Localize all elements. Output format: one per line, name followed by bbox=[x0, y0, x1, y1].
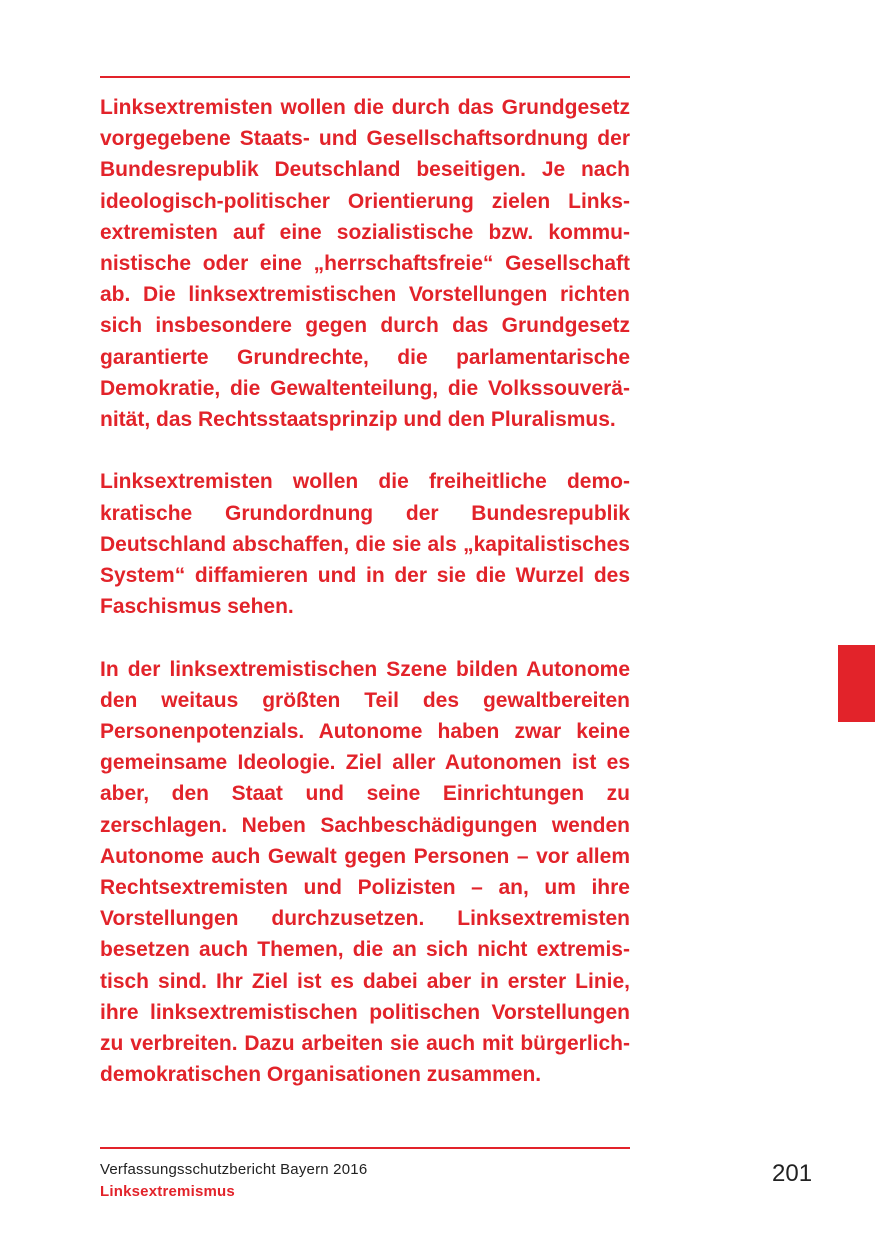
paragraph-1: Linksextremisten wollen die durch das Grundgesetz vorgegebene Staats- und Gesellschaftsordnung der Bundesrepublik Deutschland beseitigen. Je nach ideologisch-politischer Orientierung zielen Linksextremisten auf eine sozialistische bzw. kommunistische oder eine „herrschaftsfreie“ Gesellschaft ab. Die linksextremistischen Vorstellungen richten sich insbesondere gegen durch das Grundgesetz garantierte Grundrechte, die parlamentarische Demokratie, die Gewaltenteilung, die Volkssouveränität, das Rechtsstaatsprinzip und den Pluralismus. bbox=[100, 96, 630, 432]
page-number: 201 bbox=[772, 1160, 813, 1187]
paragraph-2: Linksextremisten wollen die freiheitliche demokratische Grundordnung der Bundesrepublik Deutschland abschaffen, die sie als „kapitalistisches System“ diffamieren und in der sie die Wurzel des Faschismus sehen. bbox=[100, 470, 630, 619]
chapter-tab-marker bbox=[838, 645, 875, 722]
paragraph-3: In der linksextremistischen Szene bilden Autonome den weitaus größten Teil des gewaltbereiten Personenpotenzials. Autonome haben zwar keine gemeinsame Ideologie. Ziel aller Autonomen ist es aber, den Staat und seine Einrichtungen zu zerschlagen. Neben Sachbeschädigungen wenden Autonome auch Gewalt gegen Personen – vor allem Rechtsextremisten und Polizisten – an, um ihre Vorstellungen durchzusetzen. Linksextremisten besetzen auch Themen, die an sich nicht extremistisch sind. Ihr Ziel ist es dabei aber in erster Linie, ihre linksextremistischen politischen Vorstellungen zu verbreiten. Dazu arbeiten sie auch mit bürgerlich-demokratischen Organisationen zusammen. bbox=[100, 657, 630, 1087]
main-text bbox=[100, 92, 630, 1090]
footer-chapter-title: Linksextremismus bbox=[100, 1183, 235, 1200]
bottom-divider bbox=[100, 1147, 630, 1149]
top-divider bbox=[100, 76, 630, 78]
footer-publication-title: Verfassungsschutzbericht Bayern 2016 bbox=[100, 1161, 368, 1178]
